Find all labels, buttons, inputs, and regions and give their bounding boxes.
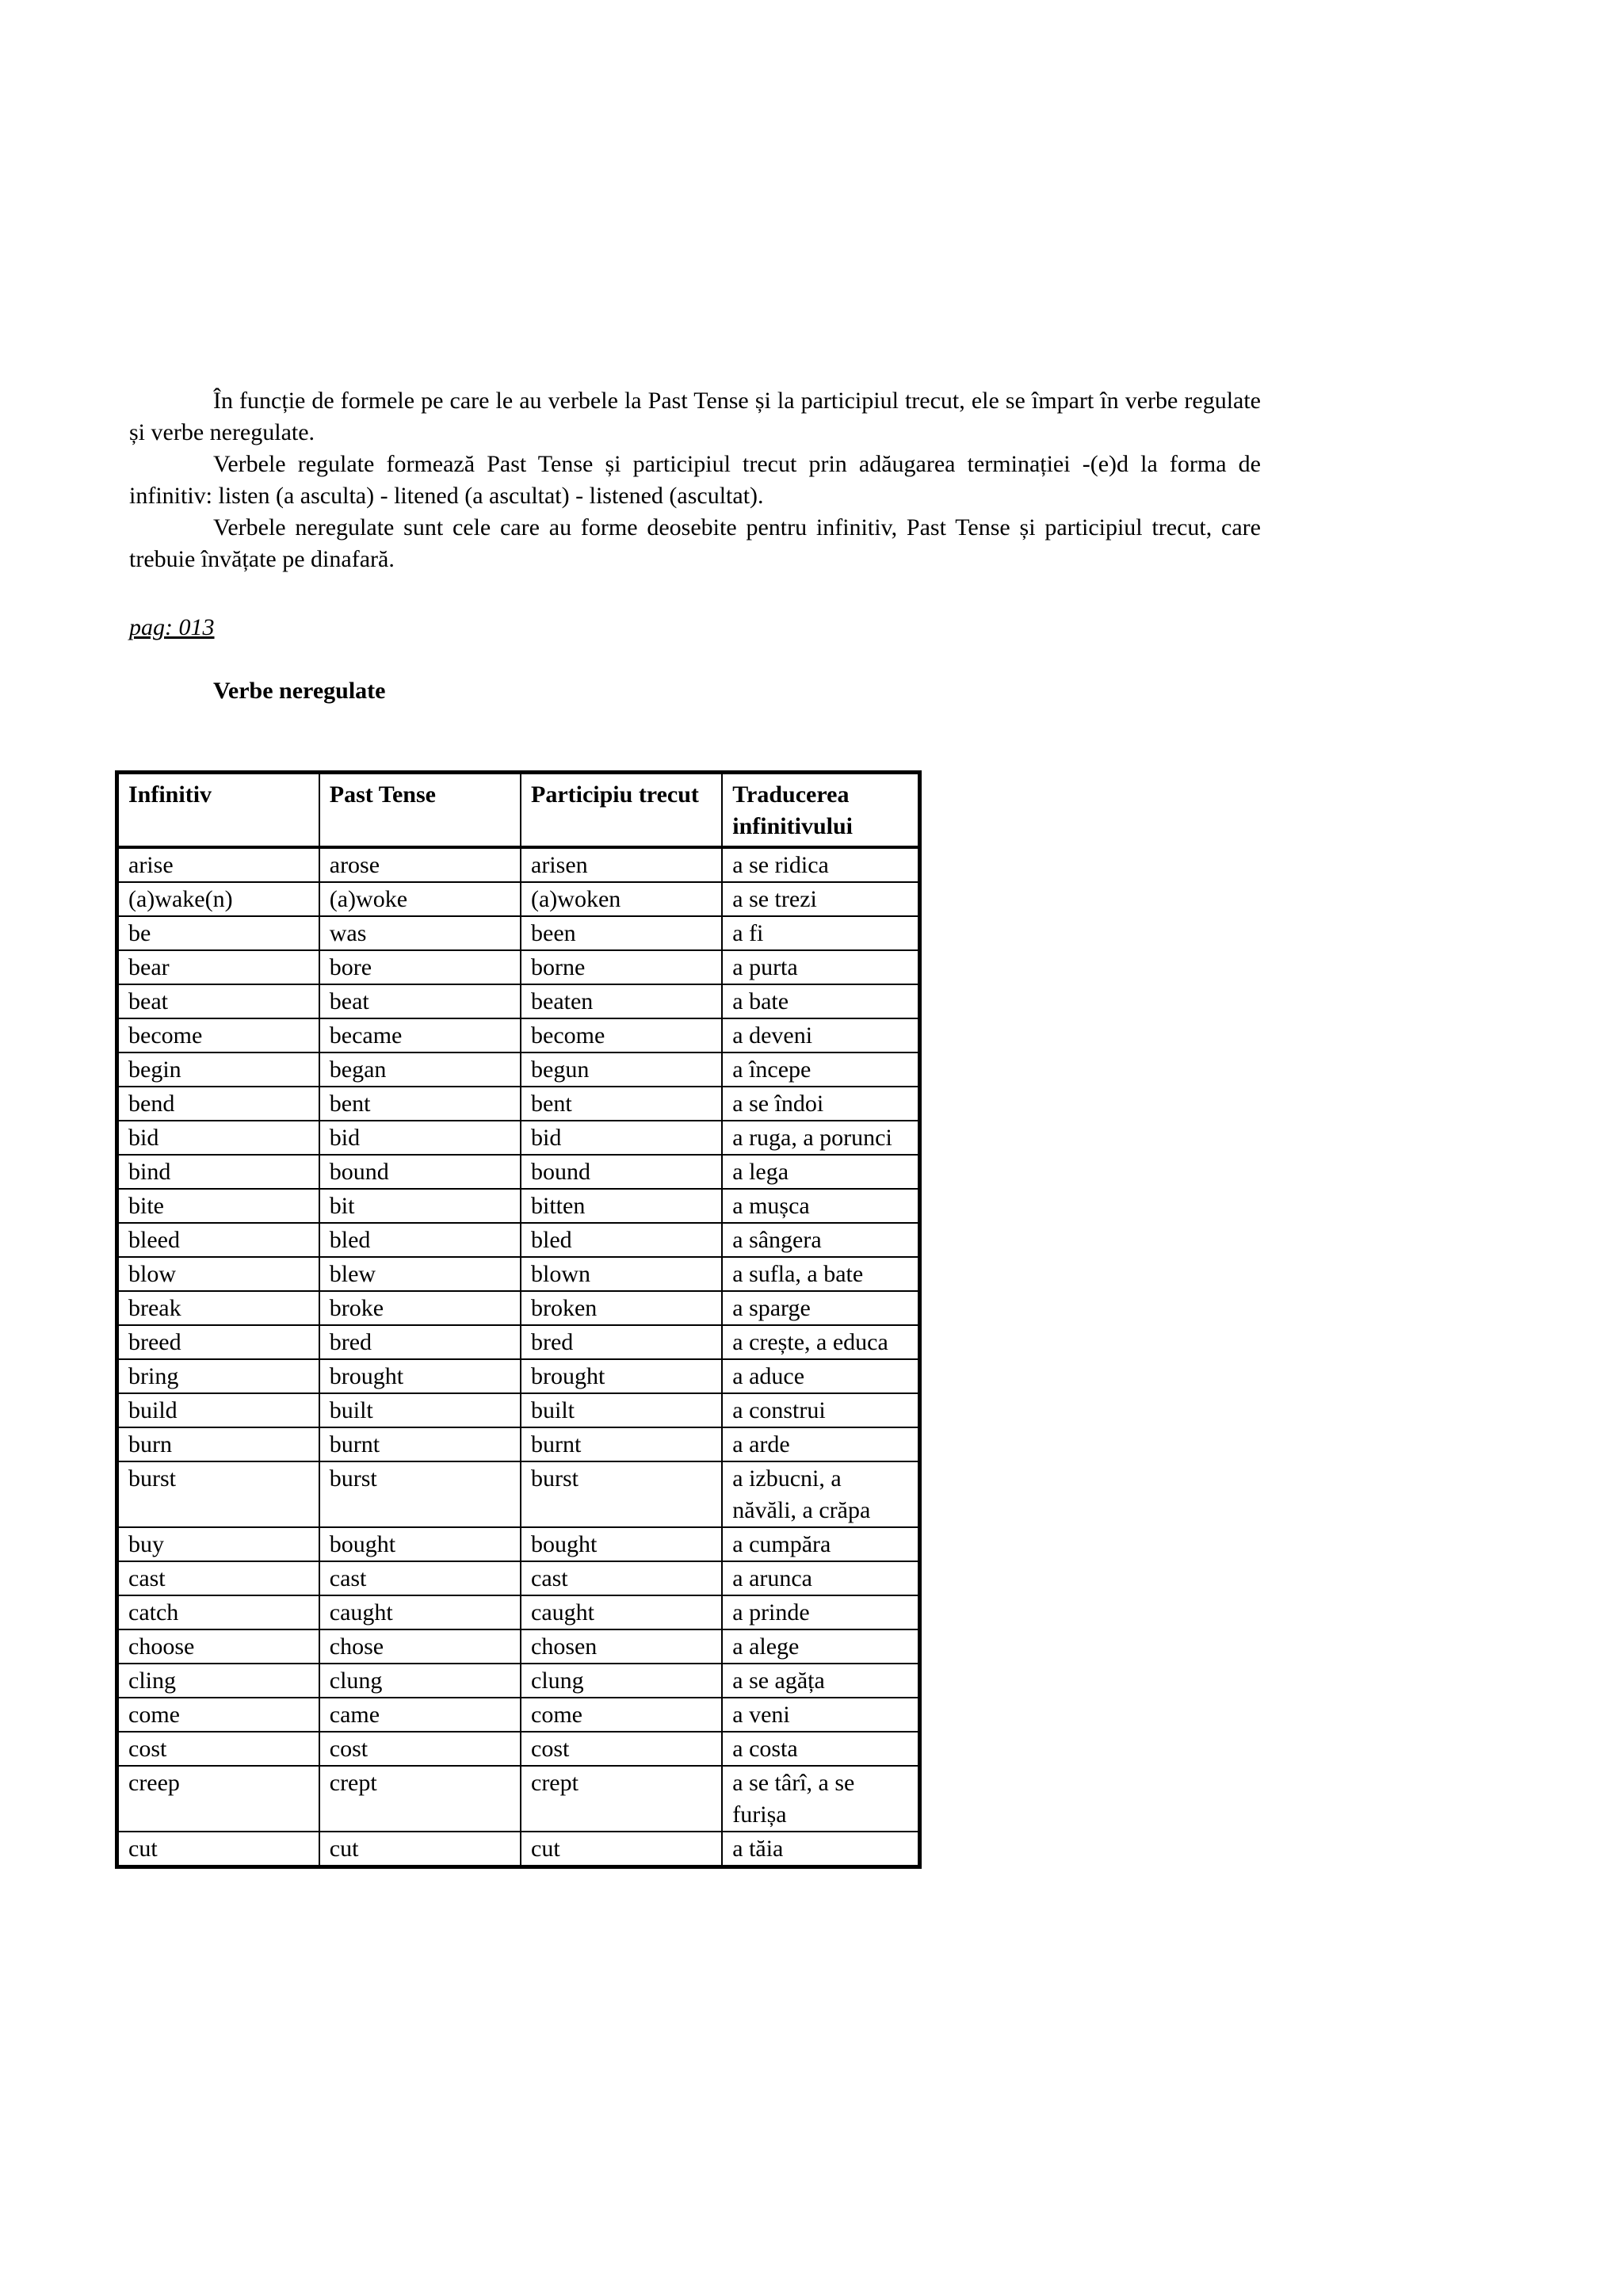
- cell-traducerea: a cumpăra: [722, 1527, 919, 1561]
- cell-participiu-trecut: crept: [521, 1766, 722, 1832]
- table-row: [117, 1427, 920, 1461]
- cell-past-tense: bore: [319, 950, 521, 984]
- cell-infinitiv: breed: [117, 1325, 319, 1359]
- cell-infinitiv: bid: [117, 1121, 319, 1155]
- table-row: [117, 1257, 920, 1291]
- cell-traducerea: a se trezi: [722, 882, 919, 916]
- cell-traducerea: a construi: [722, 1393, 919, 1427]
- cell-past-tense: cast: [319, 1561, 521, 1595]
- cell-participiu-trecut: bent: [521, 1087, 722, 1121]
- cell-past-tense: beat: [319, 984, 521, 1018]
- cell-participiu-trecut: bid: [521, 1121, 722, 1155]
- cell-past-tense: brought: [319, 1359, 521, 1393]
- table-row: [117, 1291, 920, 1325]
- cell-infinitiv: begin: [117, 1052, 319, 1087]
- cell-infinitiv: catch: [117, 1595, 319, 1629]
- cell-traducerea: a se târî, a se furișa: [722, 1766, 919, 1832]
- cell-traducerea: a alege: [722, 1629, 919, 1664]
- cell-infinitiv: come: [117, 1698, 319, 1732]
- cell-past-tense: clung: [319, 1664, 521, 1698]
- cell-participiu-trecut: begun: [521, 1052, 722, 1087]
- cell-past-tense: broke: [319, 1291, 521, 1325]
- cell-participiu-trecut: cost: [521, 1732, 722, 1766]
- cell-infinitiv: blow: [117, 1257, 319, 1291]
- column-header-traducerea: Traducerea infinitivului: [722, 773, 919, 848]
- cell-participiu-trecut: brought: [521, 1359, 722, 1393]
- table-row: [117, 1223, 920, 1257]
- irregular-verbs-table: [115, 770, 922, 1869]
- cell-participiu-trecut: bitten: [521, 1189, 722, 1223]
- table-row: [117, 1698, 920, 1732]
- cell-traducerea: a sângera: [722, 1223, 919, 1257]
- cell-traducerea: a aduce: [722, 1359, 919, 1393]
- table-row: [117, 1595, 920, 1629]
- cell-infinitiv: burst: [117, 1461, 319, 1527]
- cell-participiu-trecut: arisen: [521, 847, 722, 882]
- cell-infinitiv: cling: [117, 1664, 319, 1698]
- cell-participiu-trecut: burst: [521, 1461, 722, 1527]
- cell-traducerea: a sparge: [722, 1291, 919, 1325]
- cell-traducerea: a arunca: [722, 1561, 919, 1595]
- cell-participiu-trecut: chosen: [521, 1629, 722, 1664]
- cell-infinitiv: (a)wake(n): [117, 882, 319, 916]
- table-row: [117, 1629, 920, 1664]
- cell-traducerea: a costa: [722, 1732, 919, 1766]
- cell-past-tense: came: [319, 1698, 521, 1732]
- cell-participiu-trecut: come: [521, 1698, 722, 1732]
- table-row: [117, 1527, 920, 1561]
- cell-traducerea: a se ridica: [722, 847, 919, 882]
- cell-infinitiv: burn: [117, 1427, 319, 1461]
- intro-paragraph: Verbele regulate formează Past Tense și participiul trecut prin adăugarea terminației -(e)d la forma de infinitiv: listen (a asculta) - litened (a ascultat) - listened (ascultat).: [129, 451, 1261, 509]
- cell-past-tense: bred: [319, 1325, 521, 1359]
- cell-participiu-trecut: built: [521, 1393, 722, 1427]
- cell-past-tense: burst: [319, 1461, 521, 1527]
- cell-past-tense: cost: [319, 1732, 521, 1766]
- cell-past-tense: chose: [319, 1629, 521, 1664]
- table-row: [117, 1325, 920, 1359]
- cell-infinitiv: choose: [117, 1629, 319, 1664]
- cell-past-tense: (a)woke: [319, 882, 521, 916]
- table-row: [117, 1766, 920, 1832]
- cell-past-tense: became: [319, 1018, 521, 1052]
- cell-participiu-trecut: bought: [521, 1527, 722, 1561]
- cell-participiu-trecut: blown: [521, 1257, 722, 1291]
- intro-text: [129, 385, 1261, 575]
- cell-participiu-trecut: become: [521, 1018, 722, 1052]
- column-header-participiu-trecut: Participiu trecut: [521, 773, 722, 848]
- cell-infinitiv: bring: [117, 1359, 319, 1393]
- table-row: [117, 984, 920, 1018]
- table-row: [117, 1087, 920, 1121]
- cell-traducerea: a deveni: [722, 1018, 919, 1052]
- cell-infinitiv: bite: [117, 1189, 319, 1223]
- cell-participiu-trecut: bred: [521, 1325, 722, 1359]
- cell-participiu-trecut: burnt: [521, 1427, 722, 1461]
- table-row: [117, 1121, 920, 1155]
- table-header-row: [117, 773, 920, 848]
- cell-traducerea: a începe: [722, 1052, 919, 1087]
- table-row: [117, 1664, 920, 1698]
- cell-past-tense: was: [319, 916, 521, 950]
- cell-traducerea: a tăia: [722, 1832, 919, 1867]
- cell-traducerea: a sufla, a bate: [722, 1257, 919, 1291]
- cell-past-tense: bid: [319, 1121, 521, 1155]
- cell-infinitiv: creep: [117, 1766, 319, 1832]
- cell-traducerea: a bate: [722, 984, 919, 1018]
- cell-traducerea: a crește, a educa: [722, 1325, 919, 1359]
- cell-traducerea: a purta: [722, 950, 919, 984]
- cell-past-tense: burnt: [319, 1427, 521, 1461]
- cell-past-tense: crept: [319, 1766, 521, 1832]
- cell-infinitiv: bleed: [117, 1223, 319, 1257]
- cell-participiu-trecut: been: [521, 916, 722, 950]
- table-row: [117, 1359, 920, 1393]
- section-title: Verbe neregulate: [213, 678, 386, 704]
- cell-past-tense: bought: [319, 1527, 521, 1561]
- cell-traducerea: a izbucni, a năvăli, a crăpa: [722, 1461, 919, 1527]
- table-row: [117, 1393, 920, 1427]
- cell-infinitiv: cut: [117, 1832, 319, 1867]
- table-row: [117, 1732, 920, 1766]
- table-row: [117, 1018, 920, 1052]
- cell-infinitiv: cost: [117, 1732, 319, 1766]
- cell-infinitiv: buy: [117, 1527, 319, 1561]
- table-body: [117, 847, 920, 1867]
- table-row: [117, 1561, 920, 1595]
- cell-participiu-trecut: beaten: [521, 984, 722, 1018]
- table-row: [117, 950, 920, 984]
- cell-participiu-trecut: cut: [521, 1832, 722, 1867]
- cell-infinitiv: bind: [117, 1155, 319, 1189]
- cell-traducerea: a se îndoi: [722, 1087, 919, 1121]
- column-header-infinitiv: Infinitiv: [117, 773, 319, 848]
- cell-infinitiv: arise: [117, 847, 319, 882]
- cell-infinitiv: bear: [117, 950, 319, 984]
- table-row: [117, 916, 920, 950]
- cell-past-tense: bled: [319, 1223, 521, 1257]
- cell-traducerea: a ruga, a porunci: [722, 1121, 919, 1155]
- cell-infinitiv: break: [117, 1291, 319, 1325]
- cell-past-tense: caught: [319, 1595, 521, 1629]
- cell-participiu-trecut: clung: [521, 1664, 722, 1698]
- table-row: [117, 1189, 920, 1223]
- cell-past-tense: blew: [319, 1257, 521, 1291]
- intro-paragraph: În funcție de formele pe care le au verbele la Past Tense și la participiul trecut, ele se împart în verbe regulate și verbe neregulate.: [129, 388, 1261, 445]
- table-row: [117, 1155, 920, 1189]
- intro-paragraph: Verbele neregulate sunt cele care au forme deosebite pentru infinitiv, Past Tense și participiul trecut, care trebuie învățate pe dinafară.: [129, 514, 1261, 572]
- cell-past-tense: arose: [319, 847, 521, 882]
- cell-participiu-trecut: bled: [521, 1223, 722, 1257]
- cell-participiu-trecut: cast: [521, 1561, 722, 1595]
- cell-traducerea: a mușca: [722, 1189, 919, 1223]
- cell-participiu-trecut: borne: [521, 950, 722, 984]
- cell-traducerea: a lega: [722, 1155, 919, 1189]
- cell-past-tense: bound: [319, 1155, 521, 1189]
- cell-past-tense: cut: [319, 1832, 521, 1867]
- cell-past-tense: bent: [319, 1087, 521, 1121]
- cell-traducerea: a veni: [722, 1698, 919, 1732]
- cell-past-tense: built: [319, 1393, 521, 1427]
- cell-traducerea: a prinde: [722, 1595, 919, 1629]
- table-row: [117, 1832, 920, 1867]
- page-reference: pag: 013: [129, 614, 215, 640]
- table-row: [117, 1461, 920, 1527]
- cell-participiu-trecut: bound: [521, 1155, 722, 1189]
- column-header-past-tense: Past Tense: [319, 773, 521, 848]
- cell-infinitiv: cast: [117, 1561, 319, 1595]
- table-row: [117, 847, 920, 882]
- cell-past-tense: began: [319, 1052, 521, 1087]
- cell-participiu-trecut: (a)woken: [521, 882, 722, 916]
- cell-past-tense: bit: [319, 1189, 521, 1223]
- cell-infinitiv: be: [117, 916, 319, 950]
- cell-participiu-trecut: broken: [521, 1291, 722, 1325]
- cell-infinitiv: beat: [117, 984, 319, 1018]
- cell-infinitiv: become: [117, 1018, 319, 1052]
- cell-traducerea: a se agăța: [722, 1664, 919, 1698]
- cell-participiu-trecut: caught: [521, 1595, 722, 1629]
- cell-traducerea: a fi: [722, 916, 919, 950]
- cell-traducerea: a arde: [722, 1427, 919, 1461]
- cell-infinitiv: build: [117, 1393, 319, 1427]
- table-row: [117, 882, 920, 916]
- table-row: [117, 1052, 920, 1087]
- cell-infinitiv: bend: [117, 1087, 319, 1121]
